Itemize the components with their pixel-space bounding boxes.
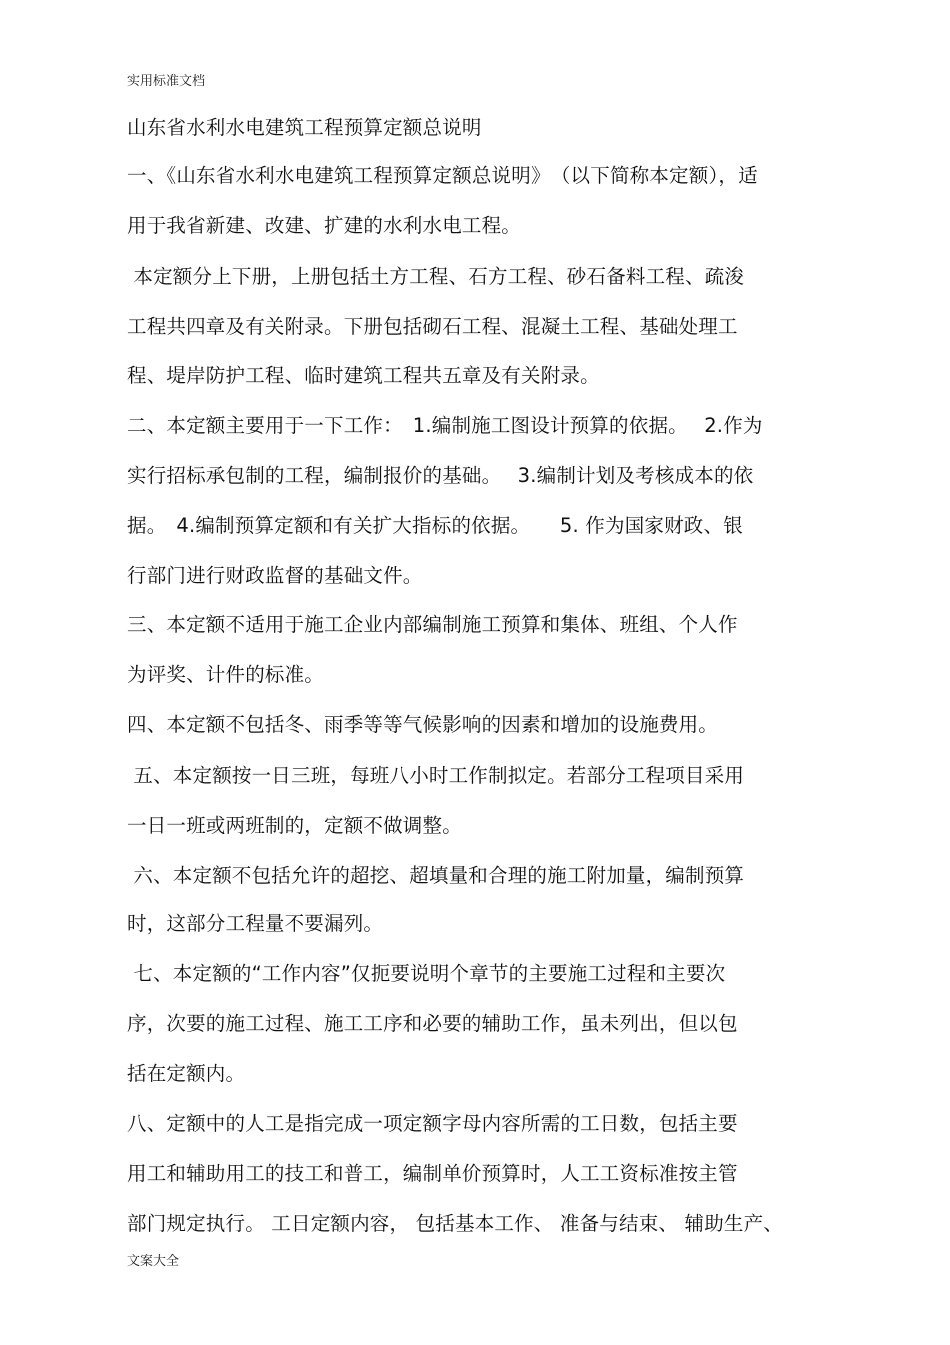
text-line: 一、《山东省水利水电建筑工程预算定额总说明》 （以下简称本定额），适 [127, 164, 758, 187]
text-line: 七、本定额的“工作内容”仅扼要说明个章节的主要施工过程和主要次 [127, 962, 726, 985]
page-footer: 文案大全 [127, 1254, 180, 1269]
text-line: 八、定额中的人工是指完成一项定额字母内容所需的工日数，包括主要 [127, 1112, 738, 1135]
text-line: 四、本定额不包括冬、雨季等等气候影响的因素和增加的设施费用。 [127, 713, 719, 736]
text-line: 用于我省新建、改建、扩建的水利水电工程。 [127, 214, 522, 237]
text-line: 二、本定额主要用于一下工作： 1.编制施工图设计预算的依据。 2.作为 [127, 414, 763, 437]
text-line: 用工和辅助用工的技工和普工，编制单价预算时，人工工资标准按主管 [127, 1162, 738, 1185]
text-line: 程、堤岸防护工程、临时建筑工程共五章及有关附录。 [127, 364, 600, 387]
text-line: 三、本定额不适用于施工企业内部编制施工预算和集体、班组、个人作 [127, 613, 738, 636]
document-title: 山东省水利水电建筑工程预算定额总说明 [127, 116, 482, 139]
text-line: 序，次要的施工过程、施工工序和必要的辅助工作，虽未列出，但以包 [127, 1012, 738, 1035]
text-line: 为评奖、计件的标准。 [127, 663, 325, 686]
text-line: 实行招标承包制的工程，编制报价的基础。 3.编制计划及考核成本的依 [127, 464, 754, 487]
text-line: 工程共四章及有关附录。下册包括砌石工程、混凝土工程、基础处理工 [127, 315, 738, 338]
text-line: 本定额分上下册，上册包括土方工程、石方工程、砂石备料工程、疏浚 [127, 265, 745, 288]
text-line: 时，这部分工程量不要漏列。 [127, 912, 384, 935]
page-header: 实用标准文档 [127, 74, 206, 89]
text-line: 行部门进行财政监督的基础文件。 [127, 564, 423, 587]
text-line: 五、本定额按一日三班，每班八小时工作制拟定。若部分工程项目采用 [127, 764, 745, 787]
text-line: 六、本定额不包括允许的超挖、超填量和合理的施工附加量，编制预算 [127, 864, 745, 887]
text-line: 一日一班或两班制的，定额不做调整。 [127, 814, 462, 837]
text-line: 据。 4.编制预算定额和有关扩大指标的依据。 5. 作为国家财政、银 [127, 514, 743, 537]
text-line: 括在定额内。 [127, 1062, 246, 1085]
text-line: 部门规定执行。 工日定额内容， 包括基本工作、 准备与结束、 辅助生产、 [127, 1212, 783, 1235]
